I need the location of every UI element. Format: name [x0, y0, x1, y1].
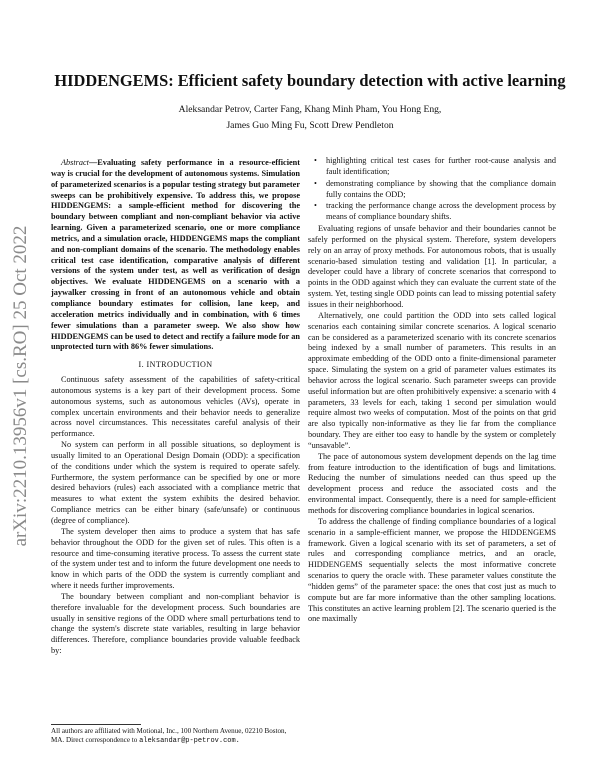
intro-paragraph-2: No system can perform in all possible situations, so deployment is usually limited to an Operational Design Domain (ODD): a specification of the conditions under which the system is required to operate safely. Furthermore, the system performance can be specified by one or more desired behaviors (rules) each associated with a compliance metric that measures to what extent the system exhibits the desired behavior. Compliance metrics can be either binary (safe/unsafe) or continuous (degree of compliance). [51, 440, 300, 525]
right-paragraph-4: To address the challenge of finding compliance boundaries of a logical scenario in a sample-efficient manner, we propose the HIDDENGEMS framework. Given a logical scenario with its set of parameters, a set of rules and corresponding compliance metrics, and an oracle, HIDDENGEMS sequentially selects the most informative concrete scenarios to query the oracle with. These parameter values constitute the “hidden gems” of the parameter space: the ones that cost just as much to compute but are far more informative than the other sampling locations. This constitutes an active learning problem [2]. The scenario queried is the one maximally [308, 516, 556, 624]
intro-paragraph-1: Continuous safety assessment of the capabilities of safety-critical autonomous systems is a key part of their development process. Some autonomous systems, such as autonomous vehicles (AVs), operate in complex uncertain environments and their behavior needs to generalize across novel circumstances. This necessitates careful analysis of their performance. [51, 375, 300, 439]
right-paragraph-1: Evaluating regions of unsafe behavior and their boundaries cannot be safely performed on the physical system. Therefore, system developers rely on an array of proxy methods. For autonomous robots, that is usually scenario-based simulation testing and validation [1]. In particular, a developer could have a library of concrete scenarios that correspond to points in the ODD against which they can evaluate the current state of the system. Yet, testing single ODD points can lead to missing potential safety issues in their neighborhood. [308, 224, 556, 309]
authors-line-1: Aleksandar Petrov, Carter Fang, Khang Minh Pham, You Hong Eng, [178, 104, 442, 115]
paper-title: HIDDENGEMS: Efficient safety boundary detection with active learning [54, 71, 566, 90]
left-column [51, 158, 300, 657]
list-item: • highlighting critical test cases for further root-cause analysis and fault identification; [308, 156, 556, 178]
list-item: • tracking the performance change across the development process by means of compliance boundary shifts. [308, 201, 556, 223]
section-heading-introduction: I. INTRODUCTION [138, 360, 213, 370]
authors-line-2: James Guo Ming Fu, Scott Drew Pendleton [226, 120, 394, 131]
footnote [51, 727, 300, 746]
intro-paragraph-3: The system developer then aims to produce a system that has safe behavior throughout the ODD for the given set of rules. This often is a resource and time-consuming iterative process. To assess the current state of the system under test and to inform the future development one needs to know in which parts of the ODD the system is currently compliant and where it needs further improvements. [51, 526, 300, 591]
right-paragraph-3: The pace of autonomous system development depends on the lag time from feature introduction to the identification of bugs and limitations. Reducing the number of simulations needed can thus speed up the development process and reduce the associated costs and the environmental impact. Consequently, there is a need for sample-efficient methods for discovering compliance boundaries in logical scenarios. [308, 451, 556, 515]
arxiv-stamp [6, 186, 36, 586]
authors [60, 102, 560, 134]
right-column [308, 156, 556, 625]
footnote-text: All authors are affiliated with Motional, Inc., 100 Northern Avenue, 02210 Boston, MA. Direct correspondence to [51, 727, 287, 744]
arxiv-stamp-text: arXiv:2210.13956v1 [cs.RO] 25 Oct 2022 [10, 225, 31, 547]
contribution-list [308, 156, 556, 223]
footnote-rule [51, 724, 141, 725]
footnote-email[interactable]: aleksandar@p-petrov.com. [139, 737, 240, 745]
list-item: • demonstrating compliance by showing that the compliance domain fully contains the ODD; [308, 179, 556, 201]
right-paragraph-2: Alternatively, one could partition the ODD into sets called logical scenarios each containing similar concrete scenarios. A logical scenario can be considered as a parameterized scenario with its concrete scenarios being indexed by a small number of parameters. This results in an approximate embedding of the ODD onto a finite-dimensional parameter space. Simulating the system on a grid of parameter values estimates its behavior across the logical scenario. Such parameter sweeps can provide useful information but are often prohibitively expensive: a scenario with 4 parameters, 33 levels for each, taking 1 second per simulation would require almost two weeks of computation. Most of the points on that grid are also typically non-informative as they lie far from the compliance boundary. They are either too easy to handle by the system or completely “unsavable”. [308, 310, 556, 450]
abstract-label: Abstract [61, 158, 89, 167]
intro-paragraph-4: The boundary between compliant and non-compliant behavior is therefore invaluable for the development process. Such boundaries are usually in sensitive regions of the ODD where small perturbations tend to change the system's discrete state variables, resulting in large behavior differences. Therefore, compliance boundaries provide valuable feedback by: [51, 591, 300, 656]
abstract [51, 158, 300, 353]
abstract-text: —Evaluating safety performance in a resource-efficient way is crucial for the development of autonomous systems. Simulation of parameterized scenarios is a popular testing strategy but parameter sweeps can be prohibitively expensive. To address this, we propose HIDDENGEMS: a sample-efficient method for discovering the boundary between compliant and non-compliant behavior via active learning. Given a parameterized scenario, one or more compliance metrics, and a simulation oracle, HIDDENGEMS maps the compliant and non-compliant domains of the scenario. The methodology enables critical test case identification, comparative analysis of different versions of the system under test, as well as verification of design objectives. We evaluate HIDDENGEMS on a scenario with a jaywalker crossing in front of an autonomous vehicle and obtain compliance boundary estimates for collision, lane keep, and acceleration metrics individually and in combination, with 6 times fewer simulations than a parameter sweep. We also show how HIDDENGEMS can be used to detect and rectify a failure mode for an unprotected turn with 86% fewer simulations. [51, 158, 300, 352]
